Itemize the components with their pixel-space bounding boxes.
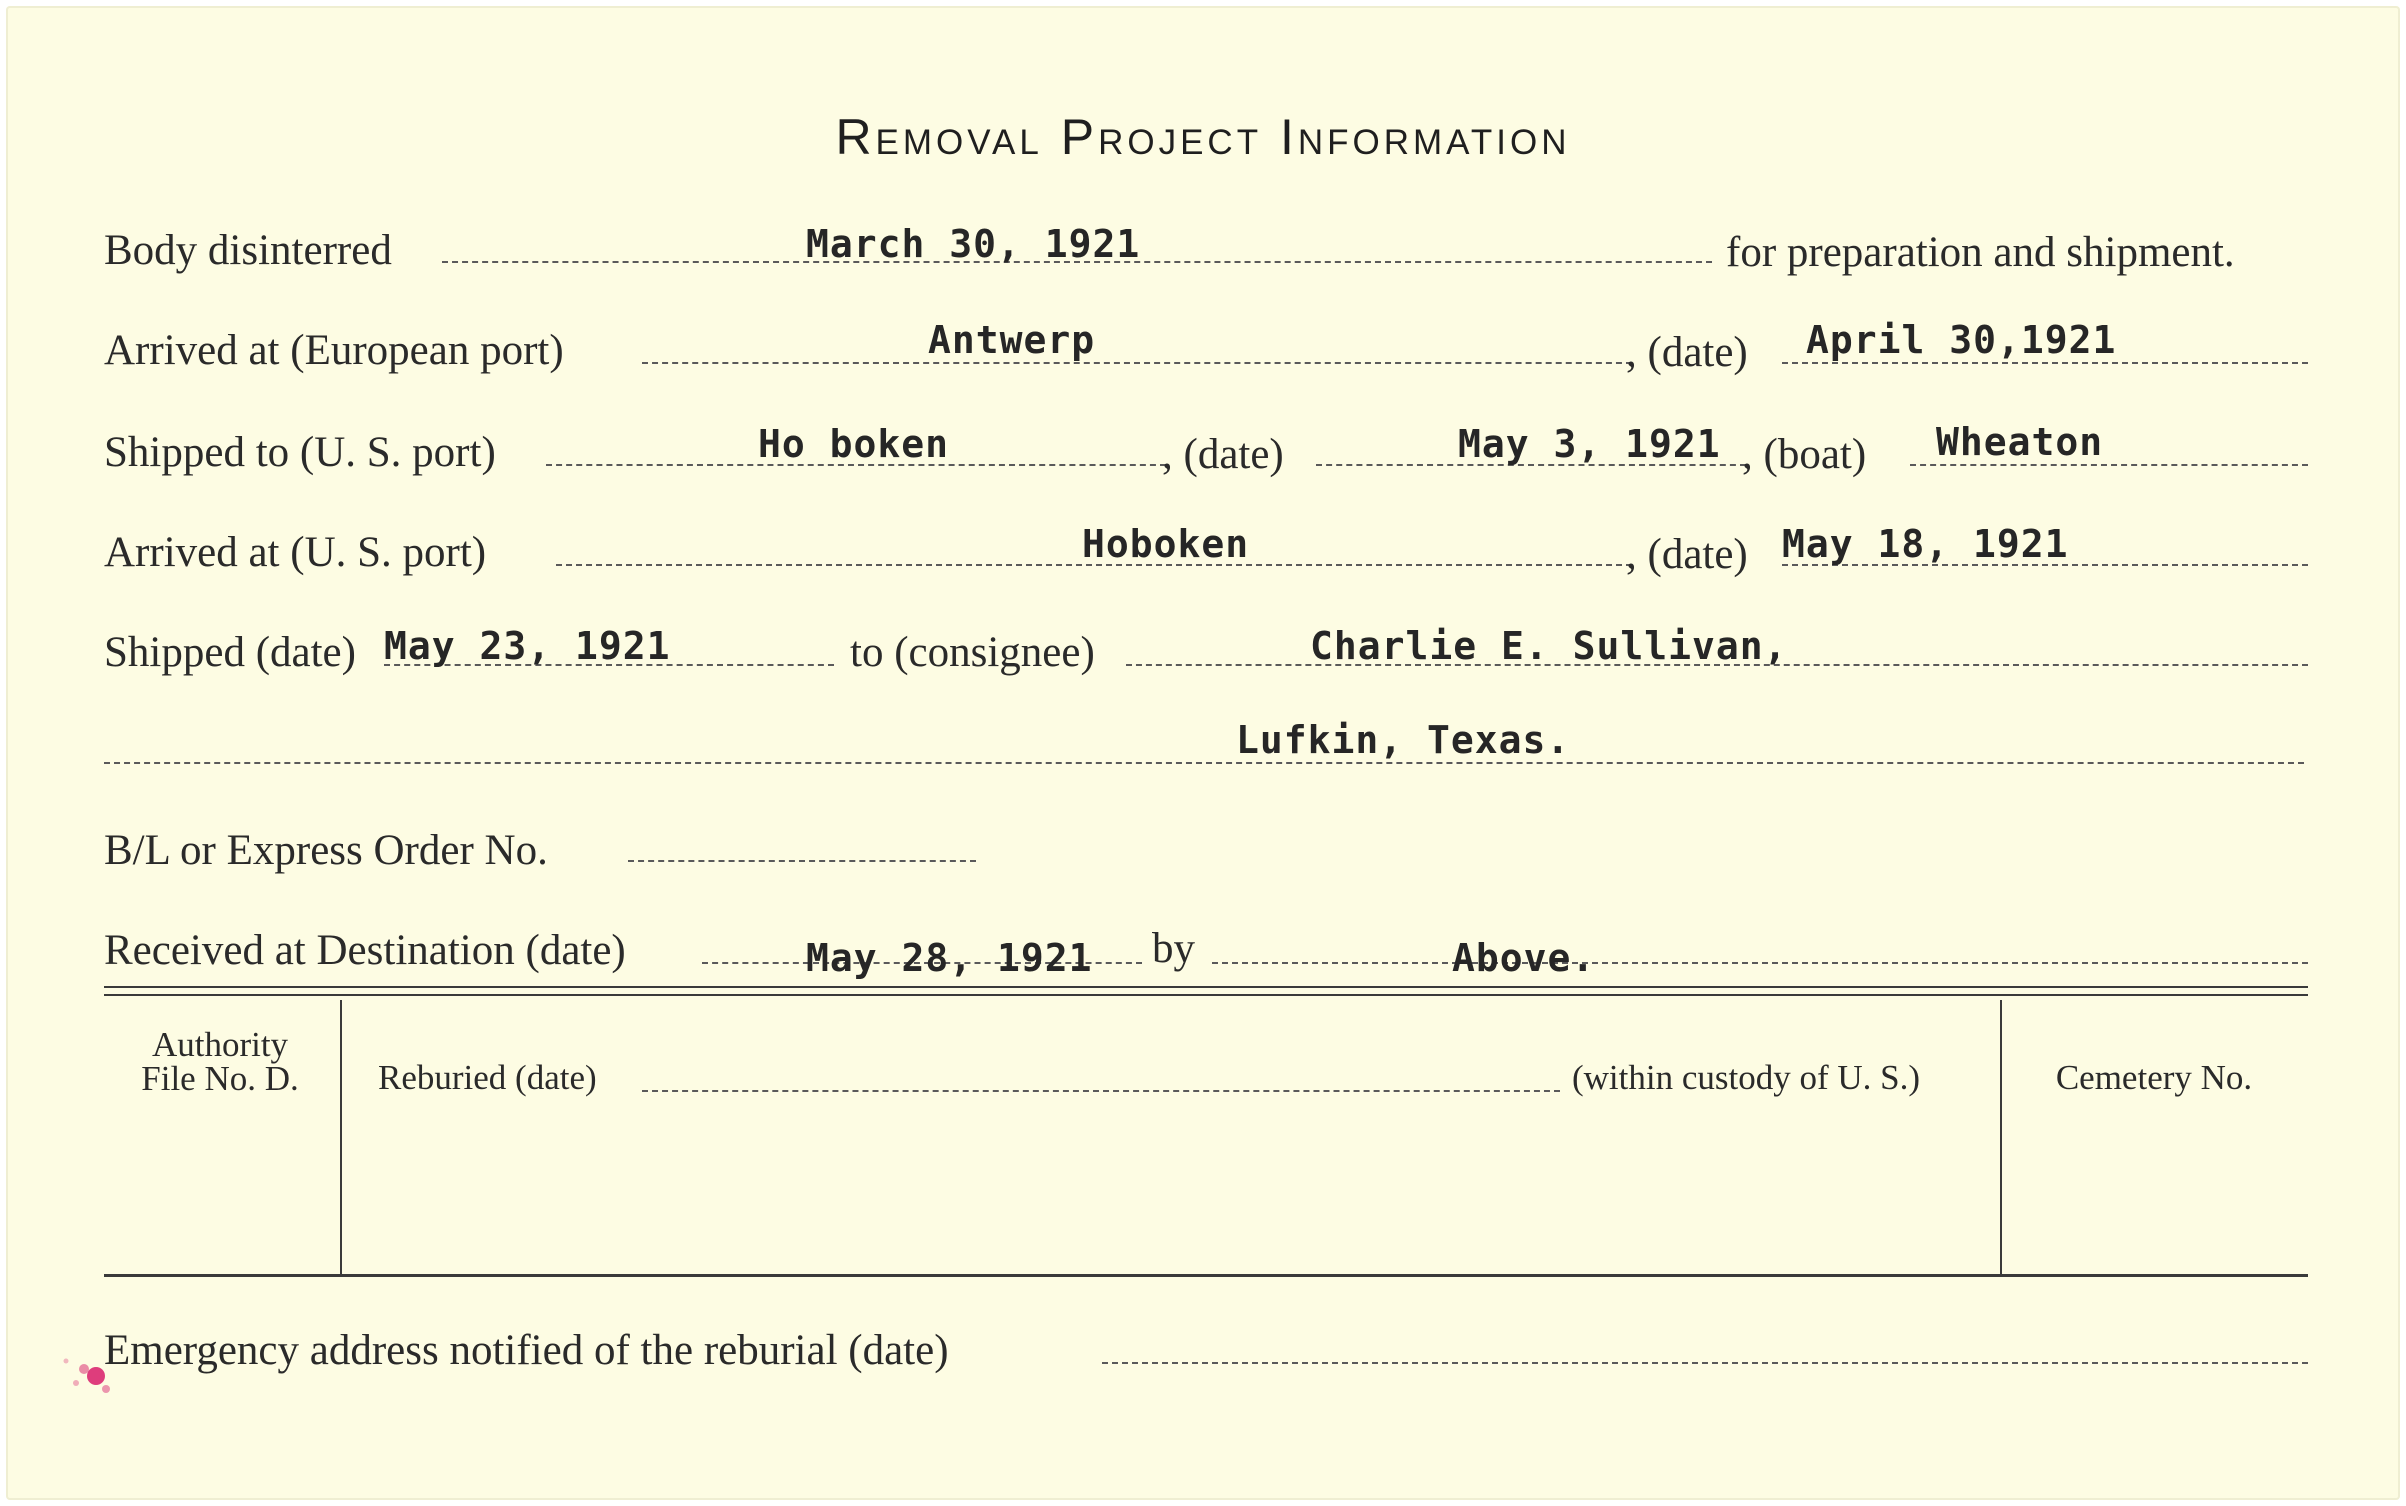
emergency-label: Emergency address notified of the reburial (date) [104,1327,949,1374]
shipped-us-date: May 3, 1921 [1458,422,1721,466]
cemetery-label: Cemetery No. [2055,1058,2253,1097]
arrived-us-port: Hoboken [1082,522,1250,566]
shipped-us-label: Shipped to (U. S. port) [104,429,496,476]
shipped-date: May 23, 1921 [384,624,671,668]
shipped-us-boat: Wheaton [1936,420,2104,464]
shipped-us-date-label: , (date) [1162,431,1284,478]
received-label: Received at Destination (date) [104,927,626,974]
consignee-name: Charlie E. Sullivan, [1310,624,1788,668]
ink-stamp-mark [36,1331,126,1411]
page-title: Removal Project Information [835,109,1571,165]
reburied-label: Reburied (date) [378,1058,597,1097]
body-disinterred-suffix: for preparation and shipment. [1726,229,2235,276]
record-card [6,6,2400,1500]
arrived-us-date-label: , (date) [1626,531,1748,578]
body-disinterred-value: March 30, 1921 [806,222,1141,266]
right-divider [2000,1000,2002,1276]
shipped-us-boat-line [1910,464,2308,466]
arrived-european-date-line [1782,362,2308,364]
shipped-date-label: Shipped (date) [104,629,356,676]
authority-line-2: File No. D. [141,1059,299,1098]
upper-rule-2 [104,994,2308,996]
received-by: Above. [1452,936,1596,980]
arrived-european-label: Arrived at (European port) [104,327,564,374]
emergency-line [1102,1362,2308,1364]
received-date: May 28, 1921 [806,936,1093,980]
consignee-label: to (consignee) [850,629,1095,676]
address-line [104,762,2304,764]
reburied-line [642,1090,1560,1092]
bl-label: B/L or Express Order No. [104,827,548,874]
lower-rule [104,1274,2308,1277]
arrived-european-date: April 30,1921 [1806,318,2117,362]
shipped-us-boat-label: , (boat) [1742,431,1867,478]
received-by-line [1212,962,2308,964]
received-by-label: by [1152,925,1195,972]
arrived-us-label: Arrived at (U. S. port) [104,529,487,576]
left-divider [340,1000,342,1276]
arrived-european-line [642,362,1632,364]
consignee-address: Lufkin, Texas. [1236,718,1571,762]
body-disinterred-label: Body disinterred [104,227,392,274]
shipped-us-port: Ho boken [758,422,950,466]
bl-line [628,860,976,862]
arrived-us-date: May 18, 1921 [1782,522,2069,566]
arrived-european-date-label: , (date) [1626,329,1748,376]
custody-label: (within custody of U. S.) [1572,1058,1921,1097]
authority-line-1: Authority [151,1025,289,1064]
upper-rule-1 [104,986,2308,988]
authority-label [114,1025,326,1098]
arrived-european-port: Antwerp [928,318,1096,362]
